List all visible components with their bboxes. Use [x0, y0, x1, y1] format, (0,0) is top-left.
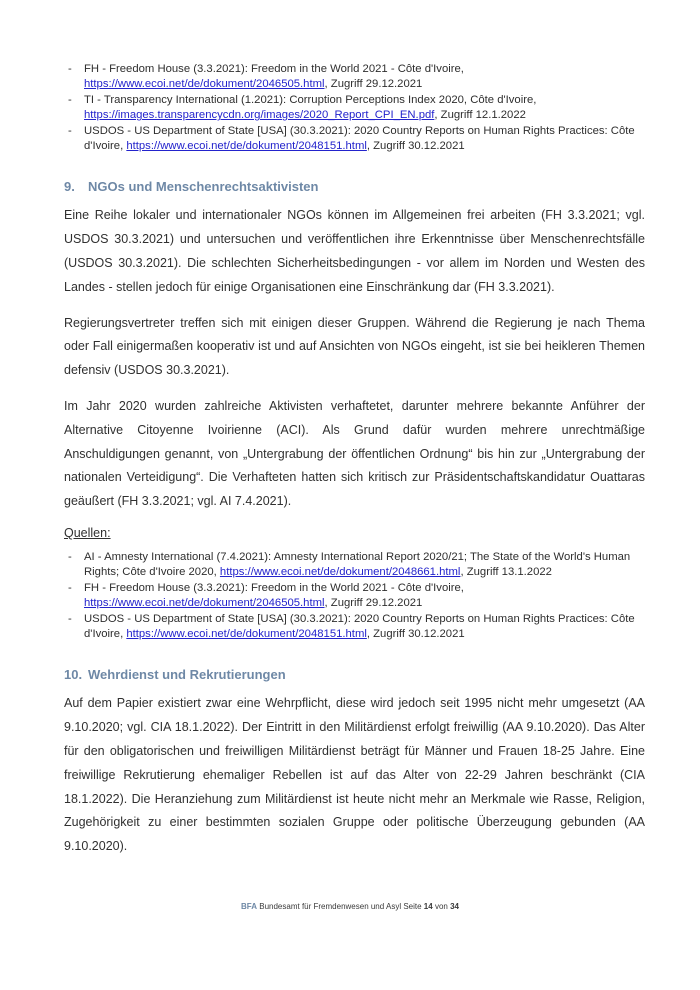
source-entry: [84, 550, 645, 581]
bullet-dash: -: [68, 124, 72, 137]
bfa-logo-text: BFA: [241, 902, 258, 911]
source-text: , Zugriff 29.12.2021: [324, 597, 423, 610]
source-list-section9: [64, 550, 645, 642]
source-entry: [84, 581, 645, 612]
source-link[interactable]: https://www.ecoi.net/de/dokument/2046505.html: [84, 78, 325, 91]
source-text: TI - Transparency International (1.2021): Corruption Perceptions Index 2020, Côte d'Ivoire,: [84, 93, 537, 106]
section-number: 10.: [64, 667, 83, 683]
source-text: , Zugriff 30.12.2021: [366, 628, 465, 641]
footer-page-total: 34: [450, 902, 459, 911]
source-link[interactable]: https://www.ecoi.net/de/dokument/2048151.html: [126, 140, 367, 153]
sources-label: Quellen:: [64, 526, 111, 540]
source-link[interactable]: https://images.transparencycdn.org/images/2020_Report_CPI_EN.pdf: [84, 109, 435, 122]
list-item: [64, 581, 645, 612]
list-item: [64, 612, 645, 643]
source-entry: [84, 93, 645, 124]
bullet-dash: -: [68, 63, 72, 75]
source-link[interactable]: https://www.ecoi.net/de/dokument/2046505.html: [84, 597, 325, 610]
section-9-heading: [64, 179, 645, 194]
footer-org-name: Bundesamt für Fremdenwesen und Asyl Seite: [259, 902, 422, 911]
bullet-dash: -: [68, 551, 72, 563]
list-item: [64, 124, 645, 155]
source-text: , Zugriff 30.12.2021: [366, 140, 465, 153]
page-footer: [0, 901, 700, 913]
source-text: USDOS - US Department of State [USA] (30.3.2021): 2020 Country Reports on Human Rights Practices: Côte d'Ivoire,: [84, 612, 635, 641]
footer-page-number: 14: [423, 902, 433, 911]
list-item: [64, 550, 645, 581]
section-title: Wehrdienst und Rekrutierungen: [88, 667, 286, 683]
list-item: [64, 93, 645, 124]
source-text: , Zugriff 12.1.2022: [434, 109, 526, 122]
section-10-heading: [64, 667, 645, 682]
source-entry: [84, 62, 645, 93]
bullet-dash: -: [68, 93, 72, 106]
source-text: FH - Freedom House (3.3.2021): Freedom in the World 2021 - Côte d'Ivoire,: [84, 581, 464, 594]
source-list-top: [64, 62, 645, 154]
source-link[interactable]: https://www.ecoi.net/de/dokument/2048151.html: [126, 628, 367, 641]
source-text: , Zugriff 29.12.2021: [324, 78, 423, 91]
bullet-dash: -: [68, 612, 72, 625]
source-text: AI - Amnesty International (7.4.2021): Amnesty International Report 2020/21; The State of the World's Human Rights; Côte d'Ivoire 2020,: [84, 551, 631, 579]
source-text: , Zugriff 13.1.2022: [460, 566, 552, 579]
source-link[interactable]: https://www.ecoi.net/de/dokument/2048661.html: [219, 566, 461, 579]
paragraph: Im Jahr 2020 wurden zahlreiche Aktivisten verhaftetet, darunter mehrere bekannte Anführer der Alternative Citoyenne Ivoirienne (ACI). Als Grund dafür wurden mehrere unrechtmäßige Anschuldigungen genannt, von „Untergrabung der öffentlichen Ordnung“ bis hin zur „Untergrabung der nationalen Verteidigung“. Die Verhafteten hatten sich kritisch zur Präsidentschaftskandidatur Ouattaras geäußert (FH 3.3.2021; vgl. AI 7.4.2021).: [64, 399, 645, 509]
source-text: USDOS - US Department of State [USA] (30.3.2021): 2020 Country Reports on Human Rights Practices: Côte d'Ivoire,: [84, 124, 635, 153]
list-item: [64, 62, 645, 93]
paragraph: Eine Reihe lokaler und internationaler NGOs können im Allgemeinen frei arbeiten (FH 3.3.2021; vgl. USDOS 30.3.2021) und untersuchen und veröffentlichen ihre Erkenntnisse über Menschenrechtsfälle (USDOS 30.3.2021). Die schlechten Sicherheitsbedingungen - vor allem im Norden und Westen des Landes - stellen jedoch für einige Organisationen eine Einschränkung dar (FH 3.3.2021).: [64, 208, 645, 294]
section-number: 9.: [64, 179, 75, 195]
paragraph: Regierungsvertreter treffen sich mit einigen dieser Gruppen. Während die Regierung je nach Thema oder Fall einigermaßen kooperativ ist und auf Ansichten von NGOs eingeht, ist sie bei heikleren Themen defensiv (USDOS 30.3.2021).: [64, 315, 645, 378]
paragraph: Auf dem Papier existiert zwar eine Wehrpflicht, diese wird jedoch seit 1995 nicht mehr umgesetzt (AA 9.10.2020; vgl. CIA 18.1.2022). Der Eintritt in den Militärdienst erfolgt freiwillig (AA 9.10.2020). Das Alter für den obligatorischen und freiwilligen Militärdienst beträgt für Männer und Frauen 18-25 Jahre. Eine freiwillige Rekrutierung ehemaliger Rebellen ist auf das Alter von 22-29 Jahren beschränkt (CIA 18.1.2022). Die Heranziehung zum Militärdienst ist heute nicht mehr an Merkmale wie Rasse, Religion, Zugehörigkeit zu einer bestimmten sozialen Gruppe oder politische Überzeugung gebunden (AA 9.10.2020).: [64, 696, 645, 854]
source-entry: [84, 124, 645, 155]
section-title: NGOs und Menschenrechtsaktivisten: [88, 179, 319, 195]
source-entry: [84, 612, 645, 643]
footer-separator: von: [434, 902, 448, 911]
source-text: FH - Freedom House (3.3.2021): Freedom in the World 2021 - Côte d'Ivoire,: [84, 63, 464, 75]
bullet-dash: -: [68, 581, 72, 594]
